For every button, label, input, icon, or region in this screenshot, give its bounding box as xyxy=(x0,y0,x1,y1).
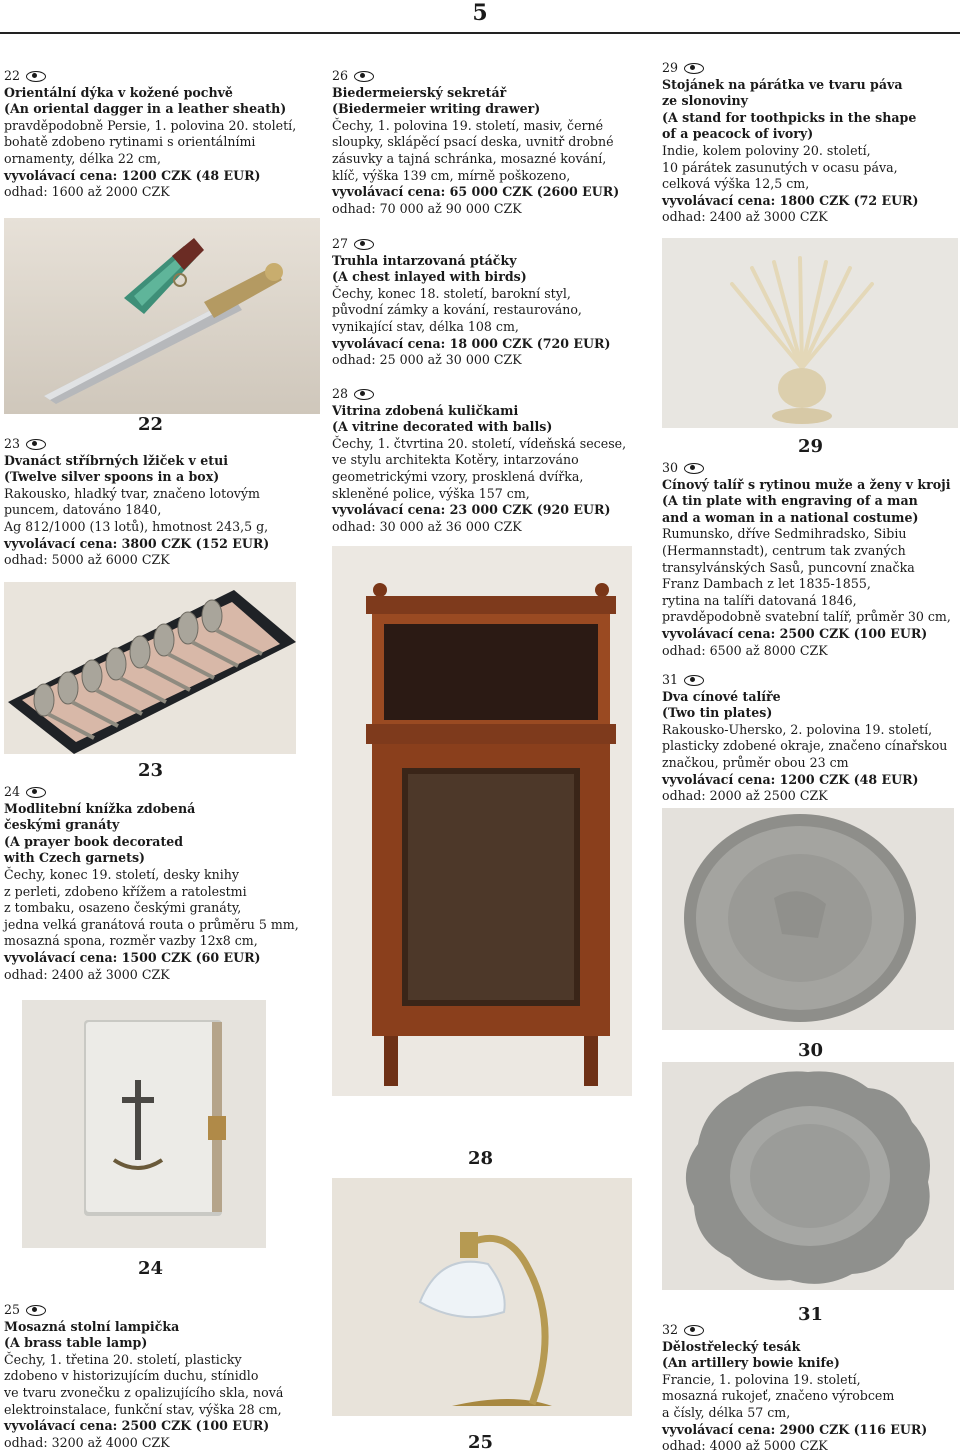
lot-description-line: mosazná rukojeť, značeno výrobcem xyxy=(662,1388,895,1404)
lot-description-line: Čechy, konec 18. století, barokní styl, xyxy=(332,285,571,301)
lot-starting-price: vyvolávací cena: 2900 CZK (116 EUR) xyxy=(662,1421,928,1437)
lot-description-line: pravděpodobně svatební talíř, průměr 30 cm, xyxy=(662,609,951,625)
lot-28 xyxy=(332,386,652,535)
lot-starting-price: vyvolávací cena: 1800 CZK (72 EUR) xyxy=(662,192,919,208)
lot-title-line: Dva cínové talíře xyxy=(662,688,781,704)
lot-number-text: 30 xyxy=(662,460,679,475)
photo-two-tin-plates xyxy=(662,1062,954,1290)
caption-22: 22 xyxy=(138,414,164,435)
lot-starting-price: vyvolávací cena: 1500 CZK (60 EUR) xyxy=(4,949,261,965)
eye-icon xyxy=(684,1325,704,1336)
eye-icon xyxy=(354,71,374,82)
eye-icon xyxy=(26,439,46,450)
lot-24 xyxy=(4,784,324,983)
lot-number-text: 24 xyxy=(4,784,21,799)
lot-starting-price: vyvolávací cena: 3800 CZK (152 EUR) xyxy=(4,535,270,551)
lot-title-line: with Czech garnets) xyxy=(4,850,146,866)
lot-description-line: celková výška 12,5 cm, xyxy=(662,176,810,192)
lot-starting-price: vyvolávací cena: 23 000 CZK (920 EUR) xyxy=(332,502,611,518)
lot-description-line: (Hermannstadt), centrum tak zvaných xyxy=(662,542,906,558)
lot-number-text: 29 xyxy=(662,60,679,75)
lot-number xyxy=(4,1302,324,1319)
eye-icon xyxy=(684,675,704,686)
caption-25: 25 xyxy=(468,1432,494,1453)
lot-23 xyxy=(4,436,324,569)
eye-icon xyxy=(26,71,46,82)
lot-title-line: ze slonoviny xyxy=(662,93,748,109)
lot-title-line: (An artillery bowie knife) xyxy=(662,1355,840,1371)
lot-description-line: a čísly, délka 57 cm, xyxy=(662,1404,791,1420)
lot-description-line: bohatě zdobeno rytinami s orientálními xyxy=(4,134,256,150)
lot-description-line: transylvánských Sasů, puncovní značka xyxy=(662,559,915,575)
lot-description-line: Rumunsko, dříve Sedmihradsko, Sibiu xyxy=(662,526,907,542)
lot-number-text: 28 xyxy=(332,386,349,401)
caption-30: 30 xyxy=(798,1040,824,1061)
photo-tin-plate xyxy=(662,808,954,1030)
caption-24: 24 xyxy=(138,1258,164,1279)
lot-number xyxy=(662,672,958,689)
lot-description-line: značkou, průměr obou 23 cm xyxy=(662,754,849,770)
lot-description-line: ornamenty, délka 22 cm, xyxy=(4,150,161,166)
lot-description-line: Čechy, 1. třetina 20. století, plasticky xyxy=(4,1351,242,1367)
lot-number xyxy=(4,784,324,801)
lot-description-line: jedna velká granátová routa o průměru 5 mm, xyxy=(4,916,299,932)
lot-description-line: 10 párátek zasunutých v ocasu páva, xyxy=(662,159,898,175)
lot-number xyxy=(662,60,958,77)
lot-number-text: 31 xyxy=(662,672,679,687)
lot-number-text: 27 xyxy=(332,236,349,251)
lot-29 xyxy=(662,60,958,226)
lot-title-line: (A chest inlayed with birds) xyxy=(332,269,527,285)
lot-title-line: Orientální dýka v kožené pochvě xyxy=(4,84,233,100)
lot-estimate: odhad: 30 000 až 36 000 CZK xyxy=(332,518,522,534)
lot-number xyxy=(662,460,958,477)
lot-estimate: odhad: 70 000 až 90 000 CZK xyxy=(332,200,522,216)
lot-description-line: ve tvaru zvonečku z opalizujícího skla, nová xyxy=(4,1384,284,1400)
lot-estimate: odhad: 3200 až 4000 CZK xyxy=(4,1434,170,1450)
lot-description-line: plasticky zdobené okraje, značeno cínařskou xyxy=(662,738,948,754)
lot-title-line: Mosazná stolní lampička xyxy=(4,1318,180,1334)
lot-title-line: Modlitební knížka zdobená xyxy=(4,800,196,816)
lot-description-line: Čechy, konec 19. století, desky knihy xyxy=(4,866,239,882)
lot-description-line: Čechy, 1. polovina 19. století, masiv, černé xyxy=(332,117,604,133)
lot-30 xyxy=(662,460,958,659)
lot-description-line: z perleti, zdobeno křížem a ratolestmi xyxy=(4,883,247,899)
lot-estimate: odhad: 6500 až 8000 CZK xyxy=(662,642,828,658)
lot-number xyxy=(332,236,652,253)
lot-22 xyxy=(4,68,324,201)
lot-number-text: 32 xyxy=(662,1322,679,1337)
caption-31: 31 xyxy=(798,1304,824,1325)
lot-description-line: Franz Dambach z let 1835-1855, xyxy=(662,576,871,592)
lot-starting-price: vyvolávací cena: 2500 CZK (100 EUR) xyxy=(662,625,928,641)
lot-description-line: Čechy, 1. čtvrtina 20. století, vídeňská secese, xyxy=(332,435,627,451)
caption-28: 28 xyxy=(468,1148,494,1169)
lot-description-line: Rakousko, hladký tvar, značeno lotovým xyxy=(4,485,260,501)
lot-26 xyxy=(332,68,652,217)
lot-estimate: odhad: 4000 až 5000 CZK xyxy=(662,1438,828,1454)
lot-title-line: (Two tin plates) xyxy=(662,705,773,721)
eye-icon xyxy=(354,239,374,250)
lot-description-line: ve stylu architekta Kotěry, intarzováno xyxy=(332,452,579,468)
lot-title-line: (A tin plate with engraving of a man xyxy=(662,493,918,509)
lot-title-line: (An oriental dagger in a leather sheath) xyxy=(4,101,287,117)
photo-dagger xyxy=(4,218,320,414)
lot-description-line: rytina na talíři datovaná 1846, xyxy=(662,592,857,608)
lot-title-line: (A vitrine decorated with balls) xyxy=(332,419,553,435)
lot-description-line: Francie, 1. polovina 19. století, xyxy=(662,1371,861,1387)
lot-description-line: puncem, datováno 1840, xyxy=(4,502,162,518)
page-number: 5 xyxy=(472,0,488,26)
lot-description-line: klíč, výška 139 cm, mírně poškozeno, xyxy=(332,167,571,183)
lot-description-line: skleněné police, výška 157 cm, xyxy=(332,485,530,501)
lot-number xyxy=(4,68,324,85)
lot-estimate: odhad: 2400 až 3000 CZK xyxy=(4,966,170,982)
lot-title-line: českými granáty xyxy=(4,817,120,833)
lot-title-line: (Twelve silver spoons in a box) xyxy=(4,469,220,485)
lot-title-line: (Biedermeier writing drawer) xyxy=(332,101,541,117)
photo-table-lamp xyxy=(332,1178,632,1416)
lot-number-text: 25 xyxy=(4,1302,21,1317)
lot-number xyxy=(332,386,652,403)
eye-icon xyxy=(354,389,374,400)
lot-number-text: 23 xyxy=(4,436,21,451)
lot-title-line: Dvanáct stříbrných lžiček v etui xyxy=(4,452,229,468)
lot-title-line: (A brass table lamp) xyxy=(4,1335,148,1351)
lot-description-line: Rakousko-Uhersko, 2. polovina 19. století, xyxy=(662,721,933,737)
lot-description-line: mosazná spona, rozměr vazby 12x8 cm, xyxy=(4,933,258,949)
lot-description-line: sloupky, sklápěcí psací deska, uvnitř drobné xyxy=(332,134,614,150)
lot-title-line: Cínový talíř s rytinou muže a ženy v kroji xyxy=(662,476,951,492)
lot-description-line: pravděpodobně Persie, 1. polovina 20. století, xyxy=(4,117,297,133)
photo-prayer-book xyxy=(22,1000,266,1248)
caption-29: 29 xyxy=(798,436,824,457)
lot-31 xyxy=(662,672,958,805)
eye-icon xyxy=(684,63,704,74)
lot-starting-price: vyvolávací cena: 2500 CZK (100 EUR) xyxy=(4,1418,270,1434)
lot-number-text: 22 xyxy=(4,68,21,83)
eye-icon xyxy=(684,463,704,474)
lot-27 xyxy=(332,236,652,369)
lot-title-line: Vitrina zdobená kuličkami xyxy=(332,402,519,418)
lot-number xyxy=(332,68,652,85)
lot-starting-price: vyvolávací cena: 1200 CZK (48 EUR) xyxy=(4,167,261,183)
lot-number-text: 26 xyxy=(332,68,349,83)
lot-title-line: (A stand for toothpicks in the shape xyxy=(662,109,917,125)
lot-estimate: odhad: 2400 až 3000 CZK xyxy=(662,209,828,225)
lot-title-line: Truhla intarzovaná ptáčky xyxy=(332,252,517,268)
caption-23: 23 xyxy=(138,760,164,781)
lot-description-line: z tombaku, osazeno českými granáty, xyxy=(4,900,242,916)
lot-title-line: Stojánek na párátka ve tvaru páva xyxy=(662,76,903,92)
eye-icon xyxy=(26,1305,46,1316)
lot-description-line: zásuvky a tajná schránka, mosazné kování, xyxy=(332,150,607,166)
lot-32 xyxy=(662,1322,958,1455)
lot-description-line: Ag 812/1000 (13 lotů), hmotnost 243,5 g, xyxy=(4,518,269,534)
lot-starting-price: vyvolávací cena: 18 000 CZK (720 EUR) xyxy=(332,335,611,351)
lot-description-line: Indie, kolem poloviny 20. století, xyxy=(662,142,871,158)
lot-description-line: zdobeno v historizujícím duchu, stínidlo xyxy=(4,1368,259,1384)
lot-number xyxy=(4,436,324,453)
lot-estimate: odhad: 5000 až 6000 CZK xyxy=(4,552,170,568)
lot-title-line: (A prayer book decorated xyxy=(4,833,184,849)
header-rule xyxy=(0,32,960,34)
lot-title-line: Biedermeierský sekretář xyxy=(332,84,507,100)
photo-spoons xyxy=(4,582,296,754)
lot-title-line: of a peacock of ivory) xyxy=(662,126,814,142)
eye-icon xyxy=(26,787,46,798)
lot-starting-price: vyvolávací cena: 65 000 CZK (2600 EUR) xyxy=(332,184,620,200)
lot-estimate: odhad: 1600 až 2000 CZK xyxy=(4,184,170,200)
lot-title-line: Dělostřelecký tesák xyxy=(662,1338,801,1354)
lot-description-line: původní zámky a kování, restaurováno, xyxy=(332,302,582,318)
lot-description-line: vynikající stav, délka 108 cm, xyxy=(332,318,519,334)
lot-estimate: odhad: 25 000 až 30 000 CZK xyxy=(332,352,522,368)
photo-peacock-stand xyxy=(662,238,958,428)
lot-estimate: odhad: 2000 až 2500 CZK xyxy=(662,788,828,804)
photo-vitrine xyxy=(332,546,632,1096)
lot-title-line: and a woman in a national costume) xyxy=(662,509,919,525)
lot-25 xyxy=(4,1302,324,1451)
lot-description-line: geometrickými vzory, prosklená dvířka, xyxy=(332,468,584,484)
lot-description-line: elektroinstalace, funkční stav, výška 28 cm, xyxy=(4,1401,282,1417)
lot-starting-price: vyvolávací cena: 1200 CZK (48 EUR) xyxy=(662,771,919,787)
